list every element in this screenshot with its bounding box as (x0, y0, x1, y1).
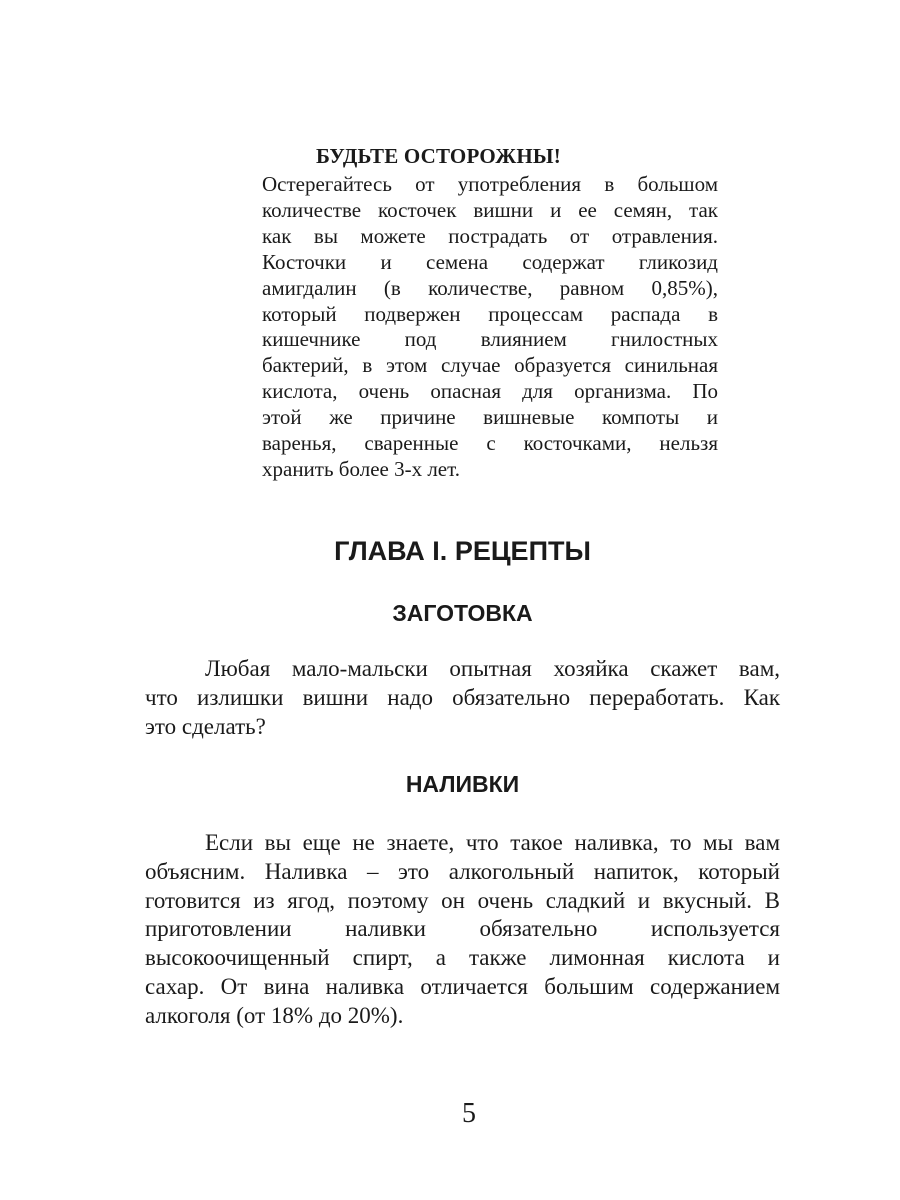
paragraph-line: объясним. Наливка – это алкогольный напиток, который (145, 858, 780, 884)
warning-line: варенья, сваренные с косточками, нельзя (262, 431, 718, 456)
paragraph-line: приготовлении наливки обязательно используется (145, 916, 780, 942)
paragraph-line: сахар. От вина наливка отличается большим содержанием (145, 973, 780, 999)
warning-line: кислота, очень опасная для организма. По (262, 379, 718, 404)
warning-line: этой же причине вишневые компоты и (262, 405, 718, 430)
warning-line: как вы можете пострадать от отравления. (262, 223, 718, 248)
warning-line: хранить более 3-х лет. (262, 456, 460, 481)
chapter-title: ГЛАВА I. РЕЦЕПТЫ (334, 536, 591, 566)
warning-line: Остерегайтесь от употребления в большом (262, 172, 718, 196)
warning-line: количестве косточек вишни и ее семян, так (262, 197, 718, 222)
section-paragraph-nalivki (145, 829, 780, 1031)
section-title-nalivki: НАЛИВКИ (405, 771, 520, 797)
paragraph-line: готовится из ягод, поэтому он очень сладкий и вкусный. В (145, 887, 780, 913)
warning-line: Косточки и семена содержат гликозид (262, 249, 718, 274)
paragraph-line: Если вы еще не знаете, что такое наливка, то мы вам (205, 830, 780, 855)
section-paragraph-zagotovka (145, 655, 780, 741)
warning-line: который подвержен процессам распада в (262, 301, 718, 326)
warning-line: амигдалин (в количестве, равном 0,85%), (262, 275, 718, 300)
warning-title: БУДЬТЕ ОСТОРОЖНЫ! (316, 144, 561, 168)
section-title-zagotovka: ЗАГОТОВКА (392, 600, 533, 626)
paragraph-line: Любая мало-мальски опытная хозяйка скажет вам, (205, 656, 780, 681)
paragraph-line: что излишки вишни надо обязательно переработать. Как (145, 684, 780, 710)
paragraph-line: алкоголя (от 18% до 20%). (145, 1002, 404, 1028)
warning-line: бактерий, в этом случае образуется синильная (262, 353, 718, 378)
paragraph-line: это сделать? (145, 713, 266, 739)
paragraph-line: высокоочищенный спирт, а также лимонная кислота и (145, 945, 780, 971)
page-number: 5 (462, 1098, 476, 1129)
warning-line: кишечнике под влиянием гнилостных (262, 327, 718, 352)
warning-text (262, 172, 718, 483)
